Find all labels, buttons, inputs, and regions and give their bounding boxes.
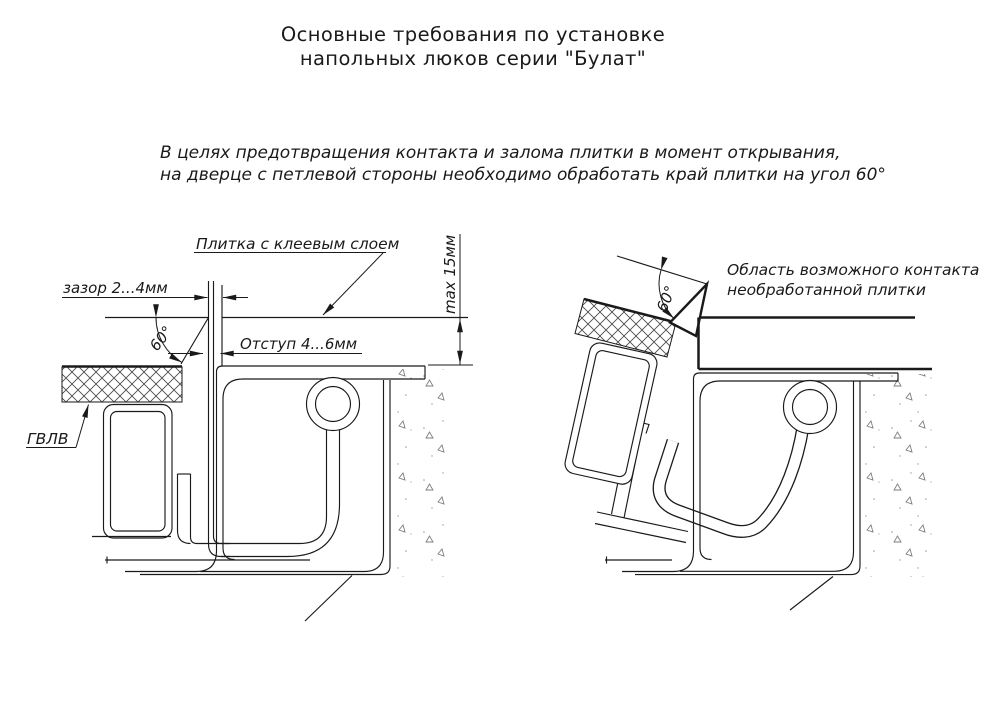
tile-plane-line <box>617 256 707 284</box>
label-contact-area <box>727 261 979 299</box>
hinge-circle-left <box>307 378 360 431</box>
door-tube-right <box>563 341 659 486</box>
gvl-text: ГВЛВ <box>27 430 69 448</box>
left-section-view <box>26 234 473 621</box>
tile-adhesive-text: Плитка с клеевым слоем <box>196 235 400 253</box>
angle-right-label: 60° <box>653 283 680 315</box>
dim-max-label: max 15мм <box>441 234 459 314</box>
dim-gap-label: зазор 2...4мм <box>63 279 168 297</box>
break-line-left <box>305 576 352 622</box>
right-section-view <box>563 256 979 610</box>
page-title-line1: Основные требования по установке <box>280 23 666 46</box>
contact-area-line1: Область возможного контакта <box>727 261 980 279</box>
angle-left-label: 60° <box>145 322 177 355</box>
angle-dim-right <box>653 270 680 319</box>
page-title-line2: напольных люков серии "Булат" <box>299 47 647 70</box>
dim-offset-label: Отступ 4...6мм <box>240 335 358 353</box>
break-line-right <box>790 577 833 611</box>
dim-gap <box>62 279 248 298</box>
concrete-wall-right <box>862 374 940 577</box>
floor-tile-right <box>699 318 933 370</box>
dim-max-thickness <box>428 234 473 365</box>
angle-dim-left <box>146 318 182 363</box>
concrete-wall-left <box>393 369 448 577</box>
door-panel-lines-left <box>209 281 231 557</box>
arm-right <box>659 427 803 531</box>
label-tile-adhesive <box>194 235 400 315</box>
note-block <box>160 143 886 185</box>
note-line2: на дверце с петлевой стороны необходимо обработать край плитки на угол 60° <box>160 165 886 185</box>
door-tube-left <box>92 405 172 539</box>
gvl-hatch <box>62 367 182 403</box>
note-line1: В целях предотвращения контакта и залома плитки в момент открывания, <box>160 143 841 163</box>
hinge-circle-right <box>784 381 837 434</box>
arm-left <box>178 430 340 557</box>
label-gvl <box>26 405 89 449</box>
contact-area-line2: необработанной плитки <box>727 281 926 299</box>
title-block <box>281 23 665 70</box>
